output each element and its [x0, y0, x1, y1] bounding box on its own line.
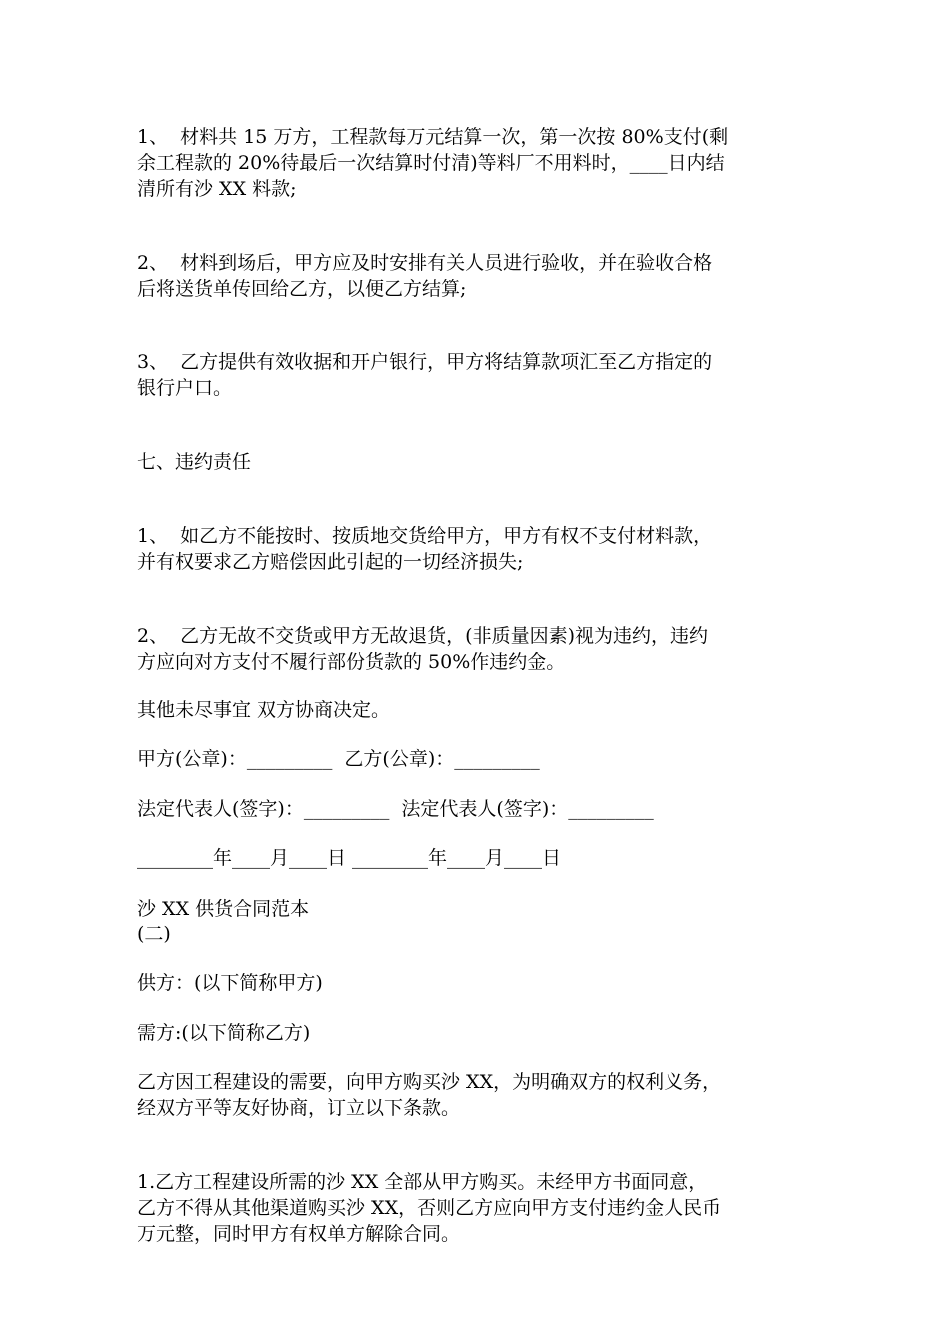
clause-6-2-line-2: 后将送货单传回给乙方，以便乙方结算;: [137, 278, 467, 300]
clause-6-1-line-1: 1、 材料共 15 万方，工程款每万元结算一次，第一次按 80%支付(剩: [137, 126, 729, 148]
legal-rep-signature-line: 法定代表人(签字)：_________ 法定代表人(签字)：_________: [137, 798, 654, 820]
contract-title: 沙 XX 供货合同范本: [137, 898, 310, 920]
clause-6-3-line-1: 3、 乙方提供有效收据和开户银行，甲方将结算款项汇至乙方指定的: [137, 351, 713, 373]
clause-6-1-line-3: 清所有沙 XX 料款;: [137, 178, 297, 200]
clause-6-3-line-2: 银行户口。: [137, 377, 233, 399]
clause-7-1-line-2: 并有权要求乙方赔偿因此引起的一切经济损失;: [137, 551, 524, 573]
clause-6-1-line-2: 余工程款的 20%待最后一次结算时付清)等料厂不用料时，____日内结: [137, 152, 725, 174]
clause-7-1-line-1: 1、 如乙方不能按时、按质地交货给甲方，甲方有权不支付材料款，: [137, 525, 713, 547]
party-seal-line: 甲方(公章)：_________ 乙方(公章)：_________: [137, 748, 540, 770]
other-matters-line: 其他未尽事宜 双方协商决定。: [137, 699, 391, 721]
article-1-line-3: 万元整，同时甲方有权单方解除合同。: [137, 1223, 461, 1245]
contract-subtitle: (二): [137, 923, 171, 945]
article-1-line-1: 1.乙方工程建设所需的沙 XX 全部从甲方购买。未经甲方书面同意，: [137, 1171, 708, 1193]
buyer-line: 需方:(以下简称乙方): [137, 1022, 311, 1044]
preamble-line-1: 乙方因工程建设的需要，向甲方购买沙 XX，为明确双方的权利义务，: [137, 1071, 722, 1093]
clause-7-2-line-2: 方应向对方支付不履行部份货款的 50%作违约金。: [137, 651, 566, 673]
clause-7-2-line-1: 2、 乙方无故不交货或甲方无故退货，(非质量因素)视为违约，违约: [137, 625, 708, 647]
section-heading-breach: 七、违约责任: [137, 451, 252, 473]
date-line: ________年____月____日 ________年____月____日: [137, 847, 562, 869]
article-1-line-2: 乙方不得从其他渠道购买沙 XX，否则乙方应向甲方支付违约金人民币: [137, 1197, 722, 1219]
supplier-line: 供方：(以下简称甲方): [137, 972, 323, 994]
preamble-line-2: 经双方平等友好协商，订立以下条款。: [137, 1097, 461, 1119]
clause-6-2-line-1: 2、 材料到场后，甲方应及时安排有关人员进行验收，并在验收合格: [137, 252, 713, 274]
